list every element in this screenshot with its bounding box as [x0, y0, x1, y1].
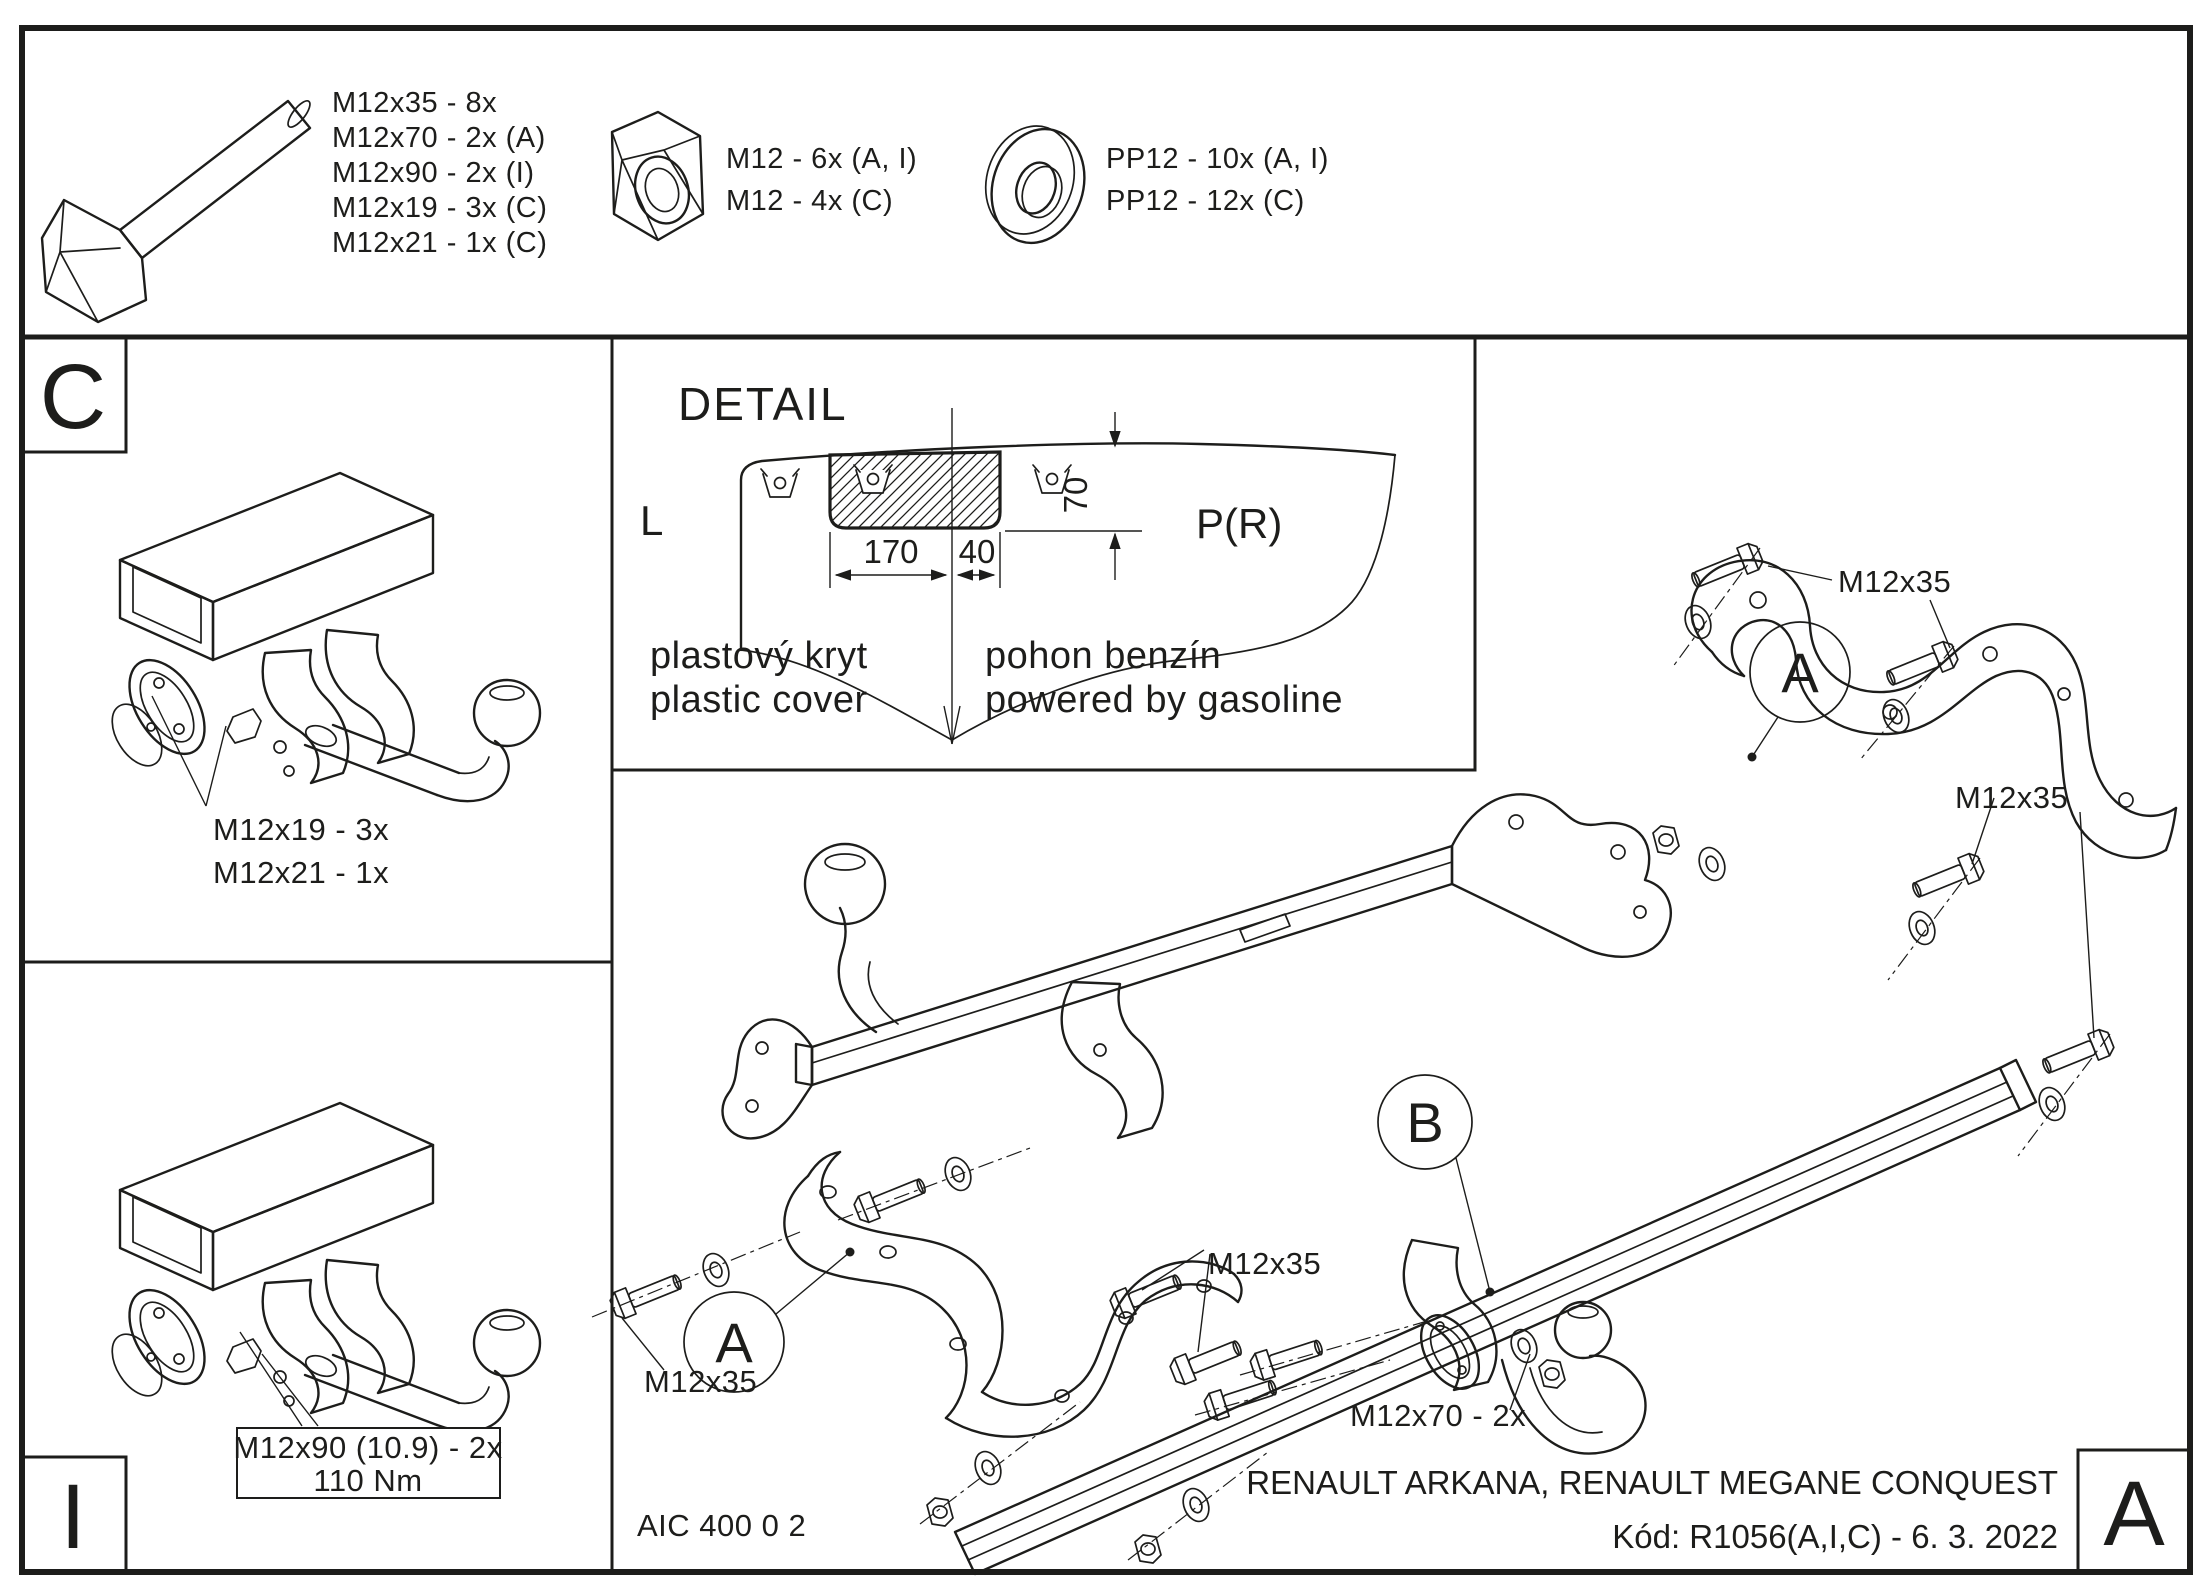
- bumper-clip-icon: [761, 469, 799, 497]
- nut-icon: [1653, 826, 1679, 854]
- fasteners-left: [592, 1148, 1268, 1563]
- revision-letter: A: [2103, 1463, 2165, 1565]
- panel-c-callout-line: M12x19 - 3x: [213, 812, 390, 847]
- note-plastic-cover-cs: plastový kryt: [650, 635, 868, 677]
- washer-icon: [699, 1250, 734, 1291]
- tow-ball: [805, 844, 885, 924]
- callout-m12x35: M12x35: [1208, 1246, 1322, 1281]
- nut-qty-line: M12 - 4x (C): [726, 185, 894, 217]
- cutout-hatched-area: [830, 452, 1000, 528]
- parts-list-box: [42, 87, 1329, 322]
- balloon-a-letter: A: [715, 1311, 753, 1374]
- balloon-a-letter: A: [1781, 641, 1819, 704]
- bolt-size-line: M12x21 - 1x (C): [332, 227, 548, 259]
- washer-icon: [972, 114, 1099, 255]
- balloon-b: [1378, 1075, 1495, 1297]
- ball-neck: [839, 908, 876, 1032]
- bolt-icon: [2039, 1027, 2116, 1080]
- dim-70: 70: [1057, 476, 1094, 514]
- balloon-b-letter: B: [1406, 1091, 1444, 1154]
- bolt-size-line: M12x70 - 2x (A): [332, 122, 546, 154]
- washer-icon: [1179, 1485, 1214, 1526]
- callout-m12x35: M12x35: [644, 1364, 758, 1399]
- bolt-icon: [1202, 1373, 1279, 1422]
- bolt-icon: [1883, 639, 1960, 692]
- callout-m12x35: M12x35: [1838, 564, 1952, 599]
- bolt-icon: [852, 1172, 929, 1225]
- washer-icon: [1695, 844, 1730, 885]
- towbar-drawing-c: [102, 473, 540, 801]
- detail-view: [640, 378, 1395, 744]
- nut-icon: [927, 1498, 953, 1526]
- detail-title: DETAIL: [678, 378, 848, 430]
- panel-c-callout-line: M12x21 - 1x: [213, 855, 390, 890]
- torque-value: 110 Nm: [313, 1463, 423, 1498]
- nut-qty-line: M12 - 6x (A, I): [726, 143, 918, 175]
- dim-170: 170: [863, 533, 919, 570]
- left-side-label: L: [640, 497, 664, 544]
- washer-qty-line: PP12 - 12x (C): [1106, 185, 1305, 217]
- drawing-number: AIC 400 0 2: [637, 1508, 807, 1543]
- bolt-icon: [1168, 1334, 1245, 1387]
- bolt-size-line: M12x35 - 8x: [332, 87, 498, 119]
- bolt-icon: [608, 1268, 685, 1321]
- mid-support-bracket: [1062, 982, 1163, 1138]
- bolt-icon: [1248, 1333, 1325, 1382]
- title-block: [637, 1463, 2165, 1565]
- towbar-drawing-i: [102, 1103, 540, 1431]
- right-side-label: P(R): [1196, 500, 1283, 547]
- vehicle-models: RENAULT ARKANA, RENAULT MEGANE CONQUEST: [1246, 1464, 2058, 1501]
- nut-icon: [612, 112, 703, 240]
- note-gasoline-en: powered by gasoline: [985, 679, 1344, 721]
- panel-c-letter: C: [39, 346, 107, 448]
- washer-icon: [1905, 908, 1940, 949]
- panel-i: [60, 1103, 540, 1568]
- balloon-a-right: [1748, 622, 1851, 762]
- panel-i-letter: I: [60, 1466, 86, 1568]
- nut-icon: [1539, 1360, 1565, 1388]
- torque-spec: M12x90 (10.9) - 2x: [233, 1430, 503, 1465]
- bolt-icon: [42, 98, 314, 322]
- fasteners-right: [1653, 541, 2116, 1156]
- bolt-icon: [1688, 541, 1765, 594]
- bolt-size-line: M12x90 - 2x (I): [332, 157, 535, 189]
- sheet-frame: [22, 28, 2190, 1572]
- washer-icon: [941, 1154, 976, 1195]
- note-gasoline-cs: pohon benzín: [985, 635, 1222, 677]
- bolt-icon: [1909, 851, 1986, 904]
- callout-m12x70: M12x70 - 2x: [1350, 1398, 1527, 1433]
- left-end-bracket: [723, 1019, 812, 1138]
- tow-ball: [1555, 1302, 1611, 1358]
- note-plastic-cover-en: plastic cover: [650, 679, 868, 721]
- washer-icon: [2035, 1084, 2070, 1125]
- nut-icon: [1135, 1535, 1161, 1563]
- panel-c: [40, 346, 540, 890]
- washer-icon: [1507, 1326, 1542, 1367]
- right-side-bracket: [1692, 560, 2176, 858]
- callout-m12x35: M12x35: [1955, 780, 2069, 815]
- dim-40: 40: [958, 533, 996, 570]
- code-and-date: Kód: R1056(A,I,C) - 6. 3. 2022: [1612, 1518, 2058, 1555]
- right-end-bracket: [1452, 794, 1671, 956]
- left-side-bracket: [784, 1152, 1241, 1437]
- assembled-towbar: [723, 794, 1671, 1138]
- washer-qty-line: PP12 - 10x (A, I): [1106, 143, 1329, 175]
- bolt-size-line: M12x19 - 3x (C): [332, 192, 548, 224]
